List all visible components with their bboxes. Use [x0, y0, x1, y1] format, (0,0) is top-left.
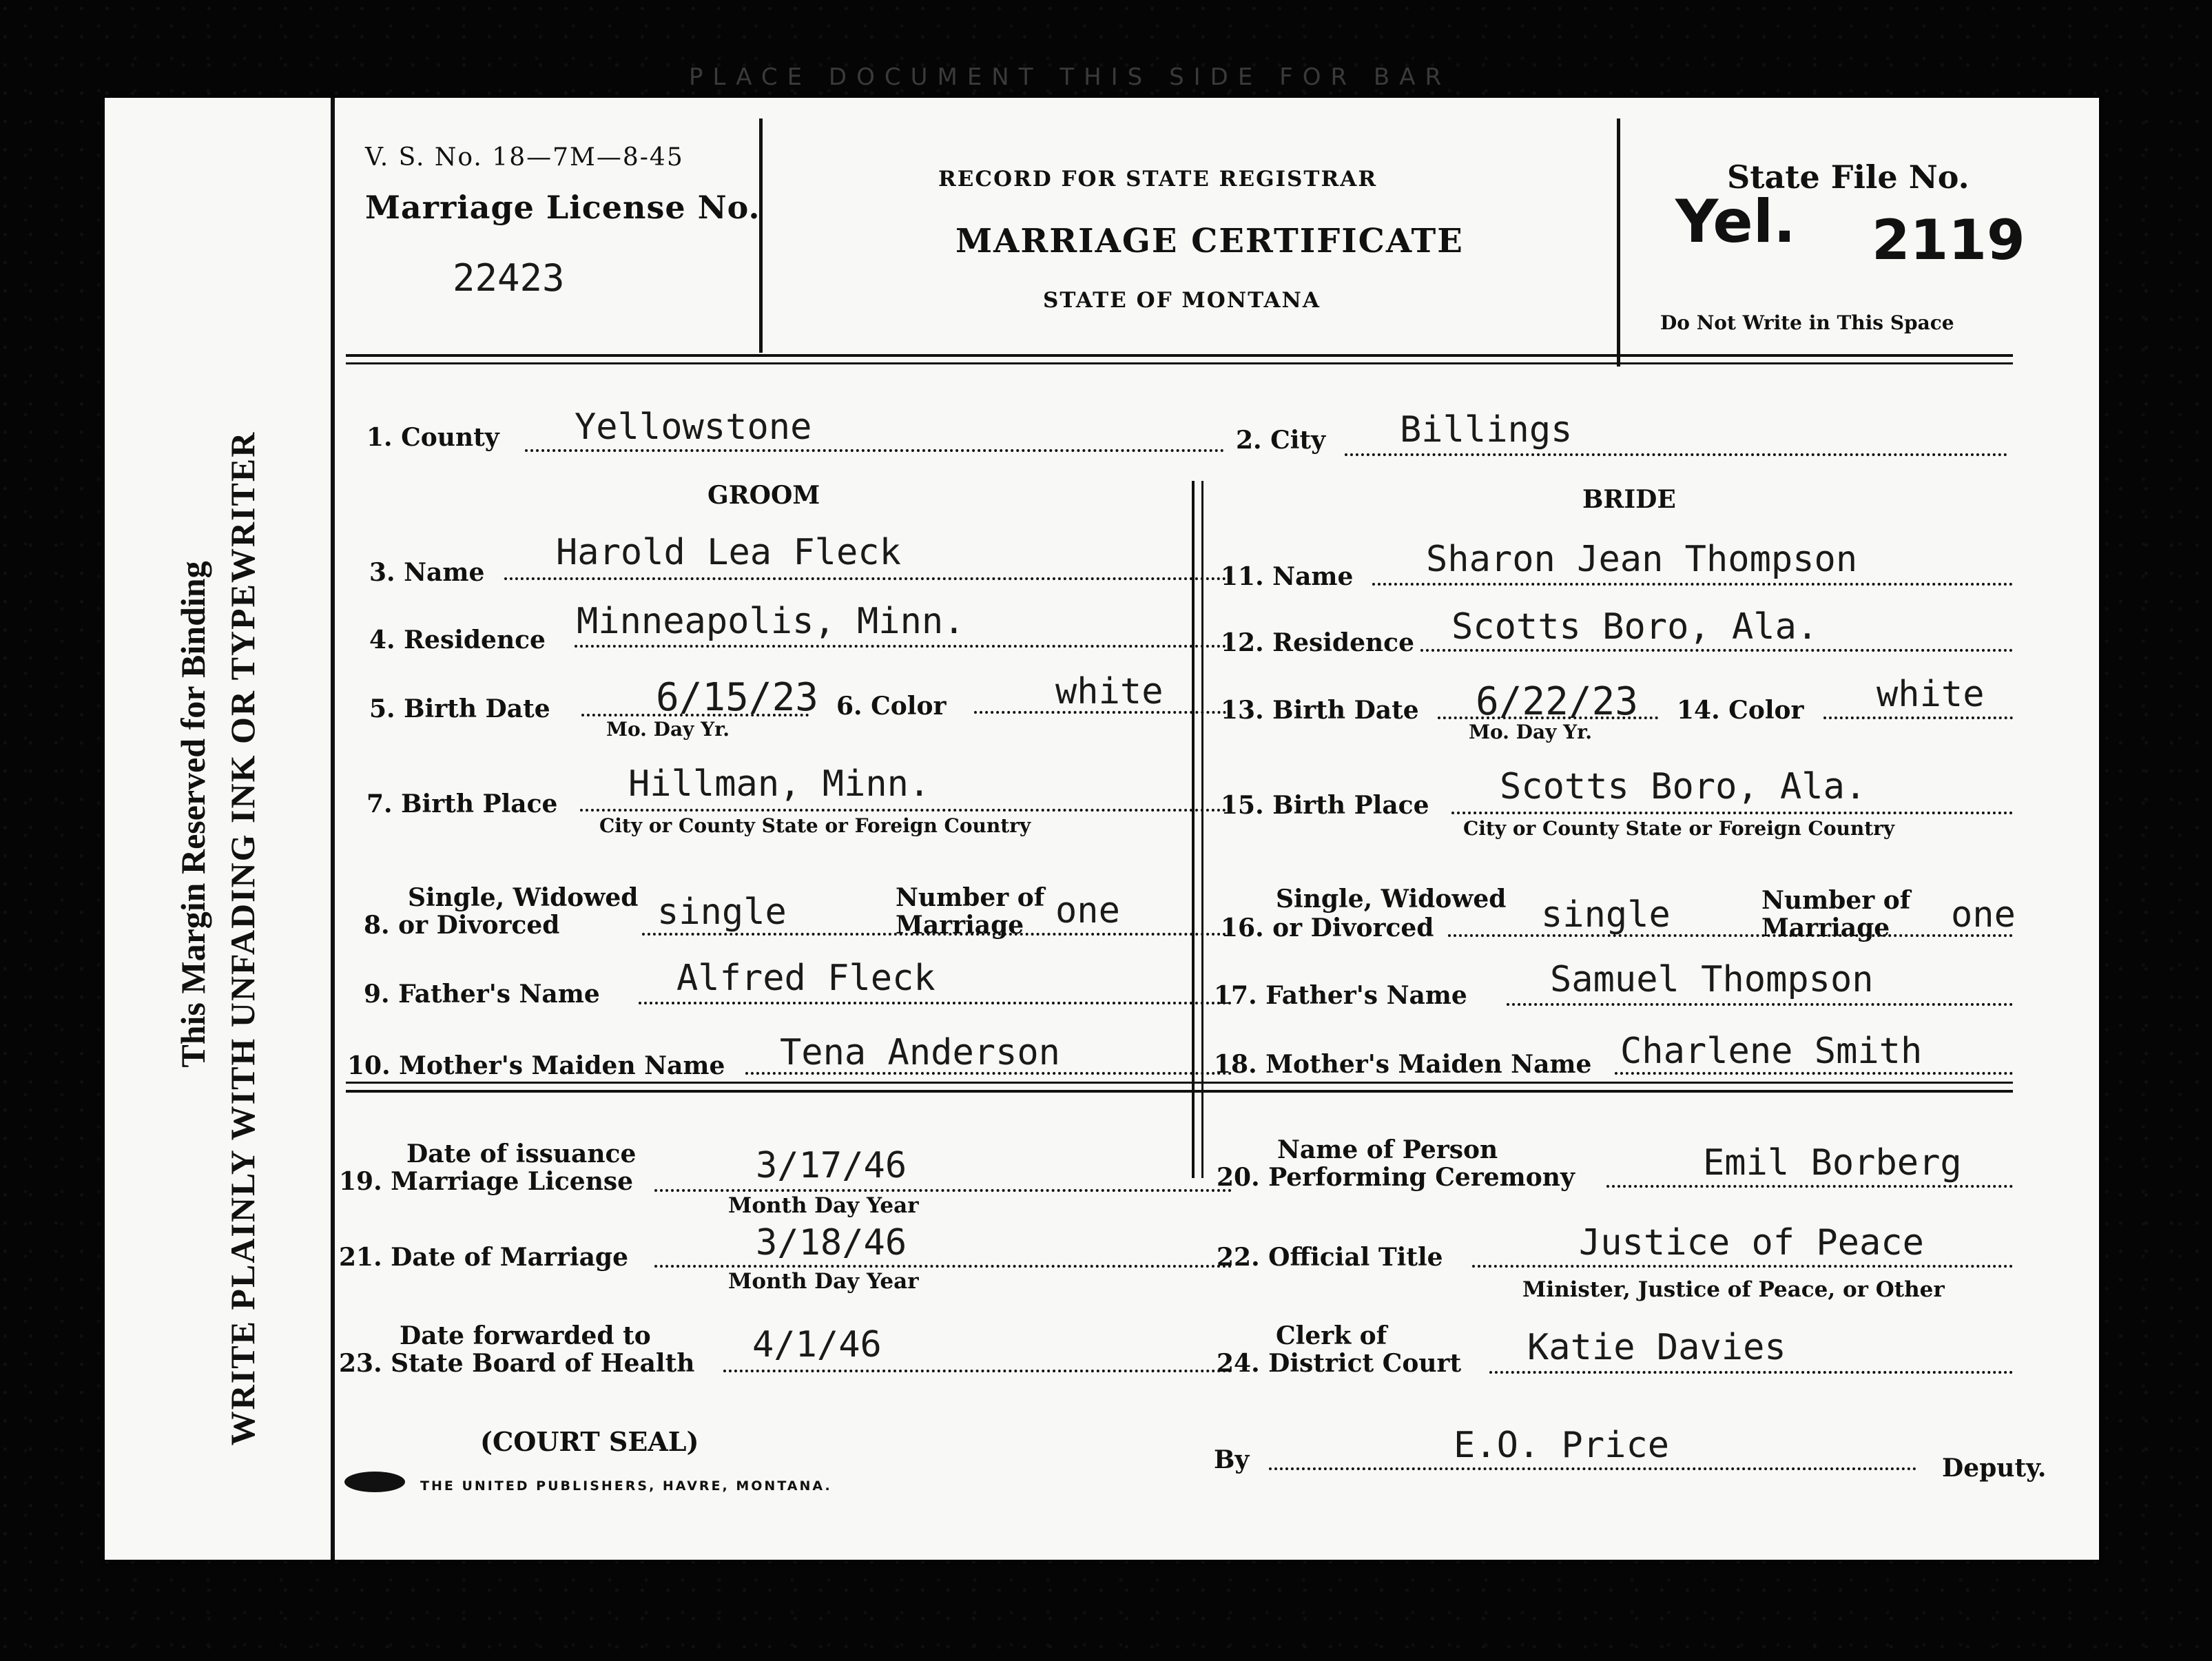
bride-birth-place: Scotts Boro, Ala. [1500, 766, 1867, 807]
binding-margin-line [331, 98, 335, 1560]
groom-name-label: 3. Name [369, 558, 485, 587]
bride-birth-date-label: 13. Birth Date [1221, 696, 1419, 725]
bride-color: white [1877, 674, 1985, 715]
groom-heading: GROOM [707, 481, 820, 510]
deputy-name: E.O. Price [1454, 1425, 1670, 1466]
court-seal-label: (COURT SEAL) [480, 1426, 699, 1457]
clerk-label-2: 24. District Court [1217, 1349, 1462, 1378]
groom-status: single [657, 891, 787, 933]
mid-rule-1 [346, 1082, 2013, 1084]
deputy-line [1269, 1467, 1916, 1470]
groom-birth-place-label: 7. Birth Place [366, 790, 558, 818]
bride-residence: Scotts Boro, Ala. [1451, 606, 1819, 648]
deputy-label: Deputy. [1942, 1454, 2047, 1483]
county-value: Yellowstone [575, 406, 812, 448]
bride-color-label: 14. Color [1677, 696, 1804, 725]
city-label: 2. City [1236, 426, 1325, 455]
performer-name: Emil Borberg [1703, 1142, 1962, 1184]
clerk-line [1489, 1371, 2013, 1374]
bride-color-line [1823, 716, 2013, 719]
bride-residence-label: 12. Residence [1221, 628, 1415, 657]
groom-place-subtitle: City or County State or Foreign Country [599, 814, 1031, 837]
binding-margin-note: This Margin Reserved for Binding [174, 561, 212, 1068]
performer-label: Name of Person [1277, 1135, 1498, 1164]
groom-birth-place-line [580, 809, 1232, 812]
bride-father: Samuel Thompson [1550, 959, 1874, 1000]
marriage-date-subtitle: Month Day Year [728, 1269, 919, 1294]
bride-birth-place-label: 15. Birth Place [1221, 791, 1429, 820]
groom-marriage-number: one [1055, 890, 1120, 931]
groom-color-label: 6. Color [836, 692, 947, 721]
license-number-label: Marriage License No. [365, 189, 761, 226]
state-name: STATE OF MONTANA [1043, 288, 1321, 313]
bride-status-line [1448, 934, 2013, 937]
bleed-through-text: PLACE DOCUMENT THIS SIDE FOR BAR [689, 63, 1451, 91]
groom-birth-date: 6/15/23 [656, 675, 819, 720]
bride-name-line [1372, 583, 2013, 586]
bride-name: Sharon Jean Thompson [1426, 539, 1858, 580]
official-title: Justice of Peace [1579, 1222, 1924, 1263]
bride-date-subtitle: Mo. Day Yr. [1469, 721, 1593, 743]
bride-marriage-number-label-2: Marriage [1761, 914, 1890, 942]
groom-residence: Minneapolis, Minn. [577, 601, 965, 642]
file-prefix: Yel. [1675, 187, 1796, 256]
county-label: 1. County [366, 423, 499, 452]
groom-birth-date-label: 5. Birth Date [369, 694, 550, 723]
state-file-label: State File No. [1727, 158, 1970, 196]
bride-heading: BRIDE [1582, 485, 1676, 514]
issuance-date: 3/17/46 [756, 1145, 907, 1186]
groom-status-label: Single, Widowed [408, 883, 639, 912]
performer-label-2: 20. Performing Ceremony [1217, 1163, 1575, 1192]
publisher-logo-icon [344, 1472, 405, 1492]
issuance-line [654, 1189, 1232, 1192]
groom-status-label-2: 8. or Divorced [364, 911, 560, 940]
state-file-number: 2119 [1872, 208, 2025, 272]
groom-color: white [1055, 671, 1164, 712]
clerk-label: Clerk of [1276, 1321, 1387, 1350]
clerk-name: Katie Davies [1527, 1327, 1786, 1368]
groom-father-line [639, 1002, 1232, 1004]
issuance-date-subtitle: Month Day Year [728, 1193, 919, 1218]
bride-marriage-number: one [1951, 894, 2016, 936]
groom-residence-label: 4. Residence [369, 626, 546, 654]
forwarded-label-2: 23. State Board of Health [339, 1349, 695, 1378]
groom-marriage-number-label: Number of [896, 883, 1045, 912]
record-label: RECORD FOR STATE REGISTRAR [938, 167, 1378, 192]
official-title-line [1472, 1265, 2013, 1268]
official-title-label: 22. Official Title [1217, 1243, 1443, 1272]
form-number: V. S. No. 18—7M—8-45 [365, 143, 684, 172]
forwarded-date: 4/1/46 [752, 1324, 882, 1365]
bride-birth-date: 6/22/23 [1476, 679, 1639, 724]
marriage-date-line [654, 1265, 1232, 1268]
publisher-imprint: THE UNITED PUBLISHERS, HAVRE, MONTANA. [420, 1478, 832, 1494]
header-divider-right [1617, 118, 1620, 367]
forwarded-label: Date forwarded to [400, 1321, 651, 1350]
bride-place-subtitle: City or County State or Foreign Country [1463, 817, 1895, 840]
city-line [1345, 453, 2007, 456]
do-not-write-note: Do Not Write in This Space [1660, 311, 1954, 334]
license-number: 22423 [453, 256, 565, 300]
bride-father-label: 17. Father's Name [1214, 981, 1467, 1010]
bride-status-label: Single, Widowed [1276, 885, 1507, 914]
bride-mother-label: 18. Mother's Maiden Name [1214, 1050, 1592, 1079]
certificate-page [105, 98, 2099, 1560]
groom-name: Harold Lea Fleck [556, 532, 901, 573]
groom-father-label: 9. Father's Name [364, 980, 600, 1009]
groom-mother: Tena Anderson [780, 1032, 1060, 1073]
marriage-date-label: 21. Date of Marriage [339, 1243, 628, 1272]
certificate-title: MARRIAGE CERTIFICATE [955, 222, 1464, 260]
county-line [525, 449, 1224, 452]
groom-date-subtitle: Mo. Day Yr. [606, 718, 730, 741]
bride-residence-line [1420, 649, 2013, 652]
bride-birth-place-line [1451, 812, 2013, 814]
groom-residence-line [575, 645, 1232, 648]
city-value: Billings [1400, 409, 1573, 451]
groom-birth-place: Hillman, Minn. [628, 763, 931, 805]
bride-status: single [1541, 894, 1671, 936]
ink-instruction: WRITE PLAINLY WITH UNFADING INK OR TYPEWRITER [223, 431, 262, 1446]
groom-father: Alfred Fleck [676, 958, 936, 999]
bride-status-label-2: 16. or Divorced [1221, 914, 1434, 942]
bride-father-line [1507, 1003, 2013, 1006]
performer-line [1606, 1185, 2013, 1188]
by-label: By [1214, 1445, 1250, 1474]
header-divider-left [759, 118, 763, 353]
official-title-subtitle: Minister, Justice of Peace, or Other [1522, 1277, 1945, 1302]
forwarded-line [723, 1370, 1232, 1372]
marriage-date: 3/18/46 [756, 1222, 907, 1263]
issuance-label-2: 19. Marriage License [339, 1167, 634, 1196]
bride-mother: Charlene Smith [1620, 1031, 1923, 1072]
mid-rule-2 [346, 1090, 2013, 1093]
groom-name-line [504, 577, 1232, 580]
header-rule-2 [346, 362, 2013, 364]
bride-mother-line [1615, 1072, 2013, 1075]
issuance-label: Date of issuance [406, 1139, 637, 1168]
groom-mother-label: 10. Mother's Maiden Name [347, 1051, 725, 1080]
bride-name-label: 11. Name [1221, 562, 1354, 591]
bride-marriage-number-label: Number of [1761, 886, 1911, 915]
groom-marriage-number-label-2: Marriage [896, 911, 1024, 940]
header-rule-1 [346, 354, 2013, 357]
